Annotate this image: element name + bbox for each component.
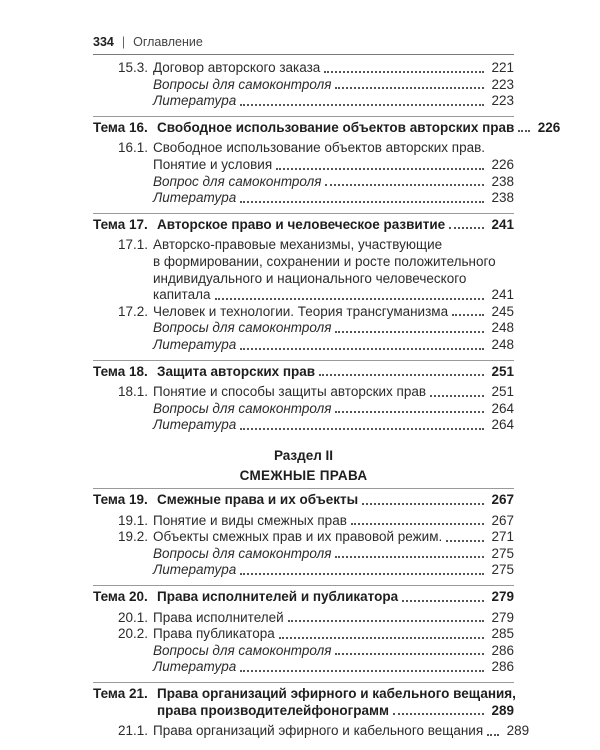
section-divider xyxy=(93,488,514,489)
entry-number: Тема 17. xyxy=(93,216,148,232)
entry-number: 17.2. xyxy=(117,303,148,319)
toc-subsection-entry[interactable] xyxy=(93,237,514,303)
entry-number: Тема 16. xyxy=(93,119,148,135)
toc-aux-entry[interactable] xyxy=(93,320,514,337)
entry-page-number: 221 xyxy=(491,60,514,75)
dot-leader xyxy=(276,167,484,170)
dot-leader xyxy=(335,86,484,89)
entry-page-number: 226 xyxy=(491,156,514,172)
dot-leader xyxy=(393,712,484,715)
entry-page-number: 238 xyxy=(491,190,514,206)
entry-title: Вопросы для самоконтроля xyxy=(153,76,332,92)
toc-subsection-entry[interactable] xyxy=(93,513,514,530)
dot-leader xyxy=(362,502,484,505)
toc-aux-entry[interactable] xyxy=(93,546,514,563)
dot-leader xyxy=(487,733,499,736)
entry-number xyxy=(93,562,153,579)
entry-title: Вопросы для самоконтроля xyxy=(153,545,332,561)
entry-title: Литература xyxy=(153,93,237,109)
entry-number: 15.3. xyxy=(117,60,148,75)
page-number: 334 xyxy=(93,35,114,49)
entry-page-number: 241 xyxy=(491,287,514,303)
entry-number: 17.1. xyxy=(117,237,148,253)
section-heading xyxy=(93,448,514,485)
entry-number xyxy=(93,659,153,676)
entry-number: 16.1. xyxy=(117,140,148,156)
dot-leader xyxy=(240,347,484,350)
toc-subsection-entry[interactable] xyxy=(93,723,530,740)
entry-page-number: 275 xyxy=(491,562,514,578)
dot-leader xyxy=(240,103,484,106)
entry-number xyxy=(93,417,153,434)
entry-page-number: 271 xyxy=(491,529,514,545)
entry-number xyxy=(93,337,153,354)
entry-number xyxy=(93,643,153,660)
toc-aux-entry[interactable] xyxy=(93,93,514,110)
entry-number xyxy=(93,174,153,191)
topic-divider xyxy=(93,213,514,214)
entry-page-number: 279 xyxy=(491,589,514,605)
toc-subsection-entry[interactable] xyxy=(93,140,514,173)
toc-aux-entry[interactable] xyxy=(93,77,514,94)
entry-number: 19.1. xyxy=(117,512,148,528)
dot-leader xyxy=(335,555,484,558)
entry-title: Права публикатора xyxy=(153,626,275,642)
toc-aux-entry[interactable] xyxy=(93,401,514,418)
toc-subsection-entry[interactable] xyxy=(93,610,514,627)
entry-page-number: 285 xyxy=(491,626,514,642)
toc-topic-entry[interactable] xyxy=(93,119,561,137)
entry-title: Понятие и условия xyxy=(153,156,273,172)
toc-aux-entry[interactable] xyxy=(93,417,514,434)
entry-title: капитала xyxy=(153,287,211,303)
entry-title: Смежные права и их объекты xyxy=(157,492,359,508)
toc-topic-entry[interactable] xyxy=(93,217,514,234)
toc-aux-entry[interactable] xyxy=(93,562,514,579)
entry-page-number: 223 xyxy=(491,93,514,109)
toc-subsection-entry[interactable] xyxy=(93,60,514,77)
entry-title: индивидуального и национального человеческого xyxy=(153,270,467,286)
toc-aux-entry[interactable] xyxy=(93,190,514,207)
section-label: Раздел II xyxy=(273,447,334,463)
entry-number xyxy=(93,401,153,418)
entry-page-number: 245 xyxy=(491,303,514,319)
entry-title: Вопросы для самоконтроля xyxy=(153,400,332,416)
header-separator: | xyxy=(121,35,126,49)
toc-topic-entry[interactable] xyxy=(93,492,514,509)
entry-title: Вопрос для самоконтроля xyxy=(153,173,322,189)
entry-title: Понятие и виды смежных прав xyxy=(153,512,347,528)
entry-title: Понятие и способы защиты авторских прав xyxy=(153,384,427,400)
topic-divider xyxy=(93,682,514,683)
entry-number: 21.1. xyxy=(117,723,148,739)
dot-leader xyxy=(324,70,484,73)
running-header xyxy=(93,35,513,49)
entry-title: Вопросы для самоконтроля xyxy=(153,320,332,336)
entry-page-number: 289 xyxy=(506,723,530,739)
entry-page-number: 279 xyxy=(491,609,514,625)
entry-title: Права исполнителей xyxy=(153,609,284,625)
dot-leader xyxy=(319,373,484,376)
entry-number: 18.1. xyxy=(117,384,148,400)
entry-title: Литература xyxy=(153,190,237,206)
dot-leader xyxy=(279,636,484,639)
entry-page-number: 286 xyxy=(491,642,514,658)
toc-aux-entry[interactable] xyxy=(93,174,514,191)
entry-title: Права организаций эфирного и кабельного вещания xyxy=(153,723,484,739)
entry-page-number: 226 xyxy=(537,119,561,135)
dot-leader xyxy=(288,619,484,622)
topic-divider xyxy=(93,116,514,117)
section-title: СМЕЖНЫЕ ПРАВА xyxy=(239,468,368,484)
entry-page-number: 264 xyxy=(491,417,514,433)
dot-leader xyxy=(518,129,530,132)
entry-page-number: 267 xyxy=(491,492,514,508)
entry-title: Авторско-правовые механизмы, участвующие xyxy=(153,237,443,253)
entry-number: Тема 19. xyxy=(93,492,148,508)
entry-page-number: 286 xyxy=(491,659,514,675)
entry-title: Договор авторского заказа xyxy=(153,60,321,75)
dot-leader xyxy=(351,522,484,525)
entry-title: Защита авторских прав xyxy=(157,363,316,379)
dot-leader xyxy=(325,183,484,186)
dot-leader xyxy=(240,669,484,672)
dot-leader xyxy=(449,226,484,229)
dot-leader xyxy=(335,652,484,655)
entry-title: Человек и технологии. Теория трансгуманизма xyxy=(153,303,449,319)
entry-number: Тема 20. xyxy=(93,589,148,605)
dot-leader xyxy=(215,297,485,300)
toc-aux-entry[interactable] xyxy=(93,659,514,676)
entry-page-number: 267 xyxy=(491,512,514,528)
toc-aux-entry[interactable] xyxy=(93,643,514,660)
entry-title: Свободное использование объектов авторских прав. xyxy=(153,140,486,156)
entry-page-number: 238 xyxy=(491,173,514,189)
toc-aux-entry[interactable] xyxy=(93,337,514,354)
dot-leader xyxy=(335,410,484,413)
entry-title: Литература xyxy=(153,417,237,433)
entry-title: Объекты смежных прав и их правовой режим. xyxy=(153,529,443,545)
entry-page-number: 241 xyxy=(491,216,514,232)
entry-title: Литература xyxy=(153,562,237,578)
entry-title: права производителейфонограмм xyxy=(157,702,389,718)
dot-leader xyxy=(240,200,484,203)
entry-page-number: 248 xyxy=(491,336,514,352)
entry-number xyxy=(93,190,153,207)
entry-page-number: 251 xyxy=(491,384,514,400)
toc-subsection-entry[interactable] xyxy=(93,384,514,401)
dot-leader xyxy=(335,330,484,333)
entry-number xyxy=(93,77,153,94)
dot-leader xyxy=(446,539,484,542)
entry-number: Тема 21. xyxy=(93,686,148,701)
dot-leader xyxy=(430,394,484,397)
entry-title: Права организаций эфирного и кабельного вещания, xyxy=(157,686,516,701)
entry-page-number: 275 xyxy=(491,545,514,561)
toc-subsection-entry[interactable] xyxy=(93,529,514,546)
running-title: Оглавление xyxy=(133,35,203,49)
entry-number xyxy=(93,546,153,563)
entry-title: Вопросы для самоконтроля xyxy=(153,642,332,658)
entry-number xyxy=(93,93,153,110)
entry-page-number: 223 xyxy=(491,76,514,92)
entry-page-number: 289 xyxy=(491,702,514,718)
entry-number: 19.2. xyxy=(117,529,148,545)
entry-number: 20.2. xyxy=(117,626,148,642)
entry-page-number: 251 xyxy=(491,363,514,379)
header-rule xyxy=(93,54,514,55)
entry-page-number: 248 xyxy=(491,320,514,336)
entry-title: Права исполнителей и публикатора xyxy=(157,589,399,605)
entry-number xyxy=(93,320,153,337)
toc-subsection-entry[interactable] xyxy=(93,304,514,321)
dot-leader xyxy=(240,572,484,575)
toc-topic-entry[interactable] xyxy=(93,589,514,606)
entry-title: Авторское право и человеческое развитие xyxy=(157,216,446,232)
dot-leader xyxy=(240,427,484,430)
dot-leader xyxy=(402,599,484,602)
topic-divider xyxy=(93,585,514,586)
entry-title: Литература xyxy=(153,336,237,352)
toc-topic-entry[interactable] xyxy=(93,686,514,719)
table-of-contents xyxy=(93,60,561,740)
dot-leader xyxy=(452,313,484,316)
topic-divider xyxy=(93,360,514,361)
toc-subsection-entry[interactable] xyxy=(93,626,514,643)
entry-title: Свободное использование объектов авторских прав xyxy=(157,119,515,135)
entry-title: в формировании, сохранении и росте положительного xyxy=(153,253,496,269)
toc-topic-entry[interactable] xyxy=(93,364,514,381)
entry-page-number: 264 xyxy=(491,400,514,416)
entry-number: Тема 18. xyxy=(93,363,148,379)
entry-number: 20.1. xyxy=(117,609,148,625)
entry-title: Литература xyxy=(153,659,237,675)
